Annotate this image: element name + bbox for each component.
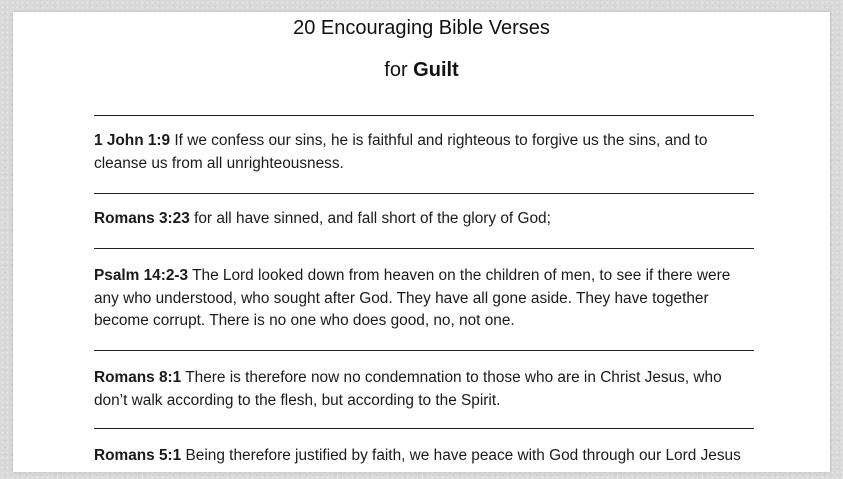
verse-text: The Lord looked down from heaven on the children of men, to see if there were any who understood, who sought after God. They have all gone aside. They have together become corrupt. There is no one who does good, no, not one. — [94, 267, 731, 329]
divider-line — [94, 248, 754, 249]
verse-block — [94, 367, 756, 412]
verse-block — [94, 130, 756, 175]
verse-text: Being therefore justified by faith, we have peace with God through our Lord Jesus — [185, 447, 741, 464]
document-page — [13, 12, 830, 472]
verse-reference: Romans 8:1 — [94, 369, 182, 386]
page-title: 20 Encouraging Bible Verses — [293, 17, 550, 39]
verse-reference: Romans 5:1 — [94, 447, 182, 464]
verse-text: There is therefore now no condemnation to those who are in Christ Jesus, who don’t walk according to the flesh, but according to the Spirit. — [94, 369, 722, 409]
verse-text: for all have sinned, and fall short of the glory of God; — [194, 210, 551, 227]
divider-line — [94, 350, 754, 351]
verse-text: If we confess our sins, he is faithful and righteous to forgive us the sins, and to cleanse us from all unrighteousness. — [94, 132, 708, 172]
subtitle-prefix: for — [384, 59, 408, 81]
verse-block — [94, 445, 756, 468]
divider-line — [94, 115, 754, 116]
divider-line — [94, 428, 754, 429]
verse-block — [94, 265, 756, 333]
subtitle-subject: Guilt — [413, 59, 459, 81]
verse-block — [94, 208, 756, 231]
verse-reference: 1 John 1:9 — [94, 132, 171, 149]
page-subtitle — [13, 59, 830, 82]
divider-line — [94, 193, 754, 194]
verse-reference: Romans 3:23 — [94, 210, 190, 227]
verse-reference: Psalm 14:2-3 — [94, 267, 189, 284]
